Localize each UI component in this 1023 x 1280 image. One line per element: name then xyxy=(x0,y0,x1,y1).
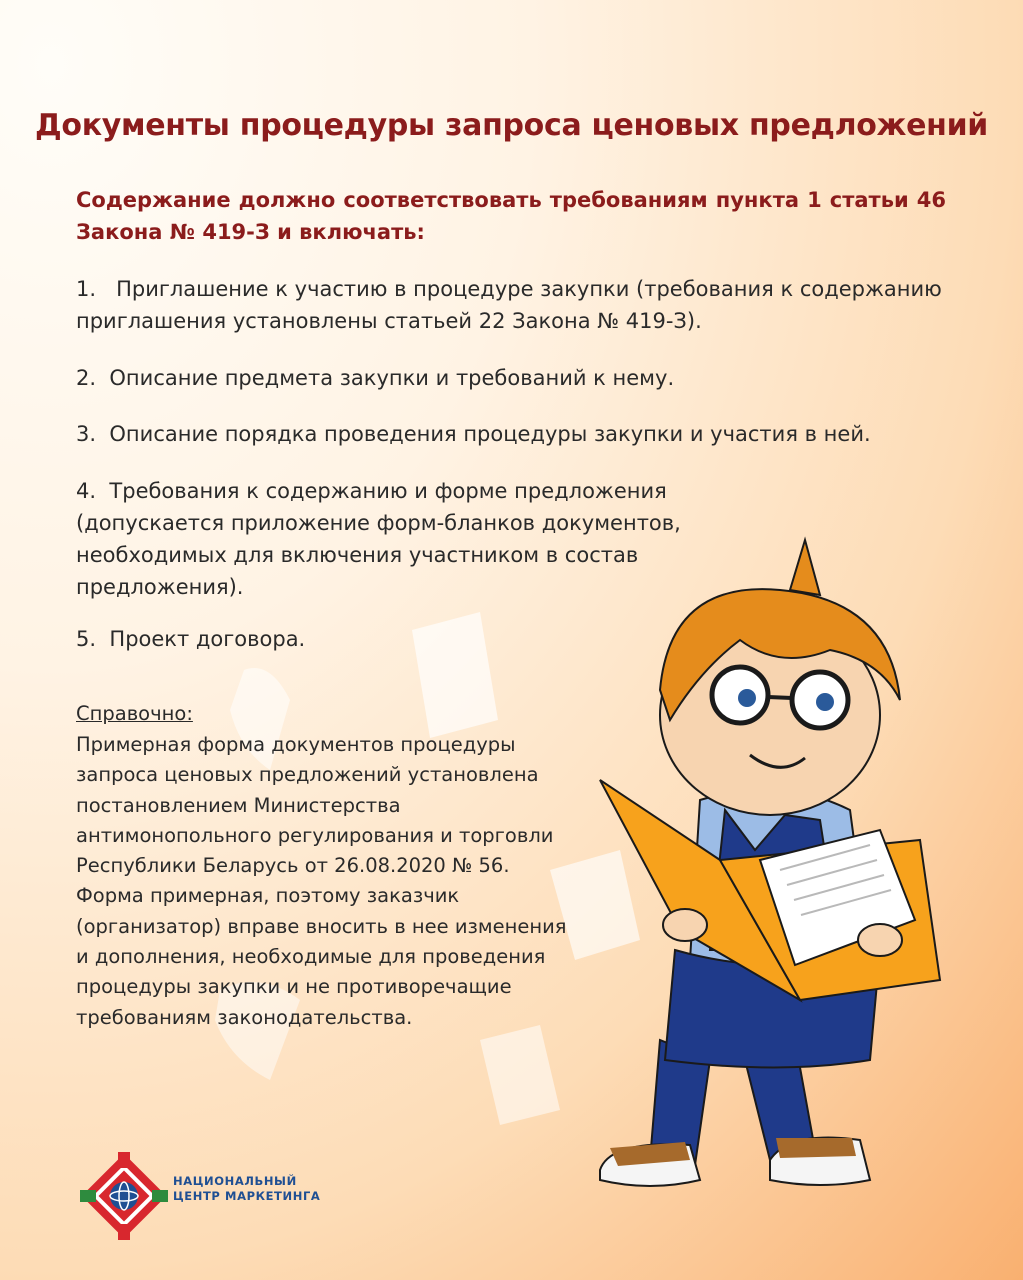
page-title: Документы процедуры запроса ценовых предложений xyxy=(34,108,989,143)
national-marketing-center-logo xyxy=(76,1148,172,1244)
list-item xyxy=(76,623,676,655)
list-item-text: Описание порядка проведения процедуры закупки и участия в ней. xyxy=(109,422,871,446)
logo-text xyxy=(173,1174,320,1204)
logo-line-2: ЦЕНТР МАРКЕТИНГА xyxy=(173,1189,321,1203)
list-item-number: 5. xyxy=(76,627,97,651)
reference-text: Примерная форма документов процедуры запроса ценовых предложений установлена постановлением Министерства антимонопольного регулирования и торговли Республики Беларусь от 26.08.2020 № 56. Форма примерная, поэтому заказчик (организатор) вправе вносить в нее изменения и дополнения, необходимые для проведения процедуры закупки и не противоречащие требованиям законодательства. xyxy=(76,733,567,1029)
list-item-number: 1. xyxy=(76,277,97,301)
list-item-text: Описание предмета закупки и требований к нему. xyxy=(109,366,675,390)
reference-label: Справочно: xyxy=(76,702,193,725)
logo-line-1: НАЦИОНАЛЬНЫЙ xyxy=(173,1174,297,1188)
list-item-text: Проект договора. xyxy=(109,627,306,651)
list-item xyxy=(76,475,706,603)
list-item-number: 4. xyxy=(76,479,97,503)
list-item-text: Требования к содержанию и форме предложения (допускается приложение форм-бланков документов, необходимых для включения участником в состав предложения). xyxy=(76,479,681,599)
list-item-text: Приглашение к участию в процедуре закупки (требования к содержанию приглашения установлены статьей 22 Закона № 419-З). xyxy=(76,277,942,333)
intro-text: Содержание должно соответствовать требованиям пункта 1 статьи 46 Закона № 419-З и включать: xyxy=(76,188,946,244)
list-item-number: 2. xyxy=(76,366,97,390)
list-item xyxy=(76,362,948,394)
list-item-number: 3. xyxy=(76,422,97,446)
list-item xyxy=(76,273,948,337)
list-item xyxy=(76,418,948,450)
